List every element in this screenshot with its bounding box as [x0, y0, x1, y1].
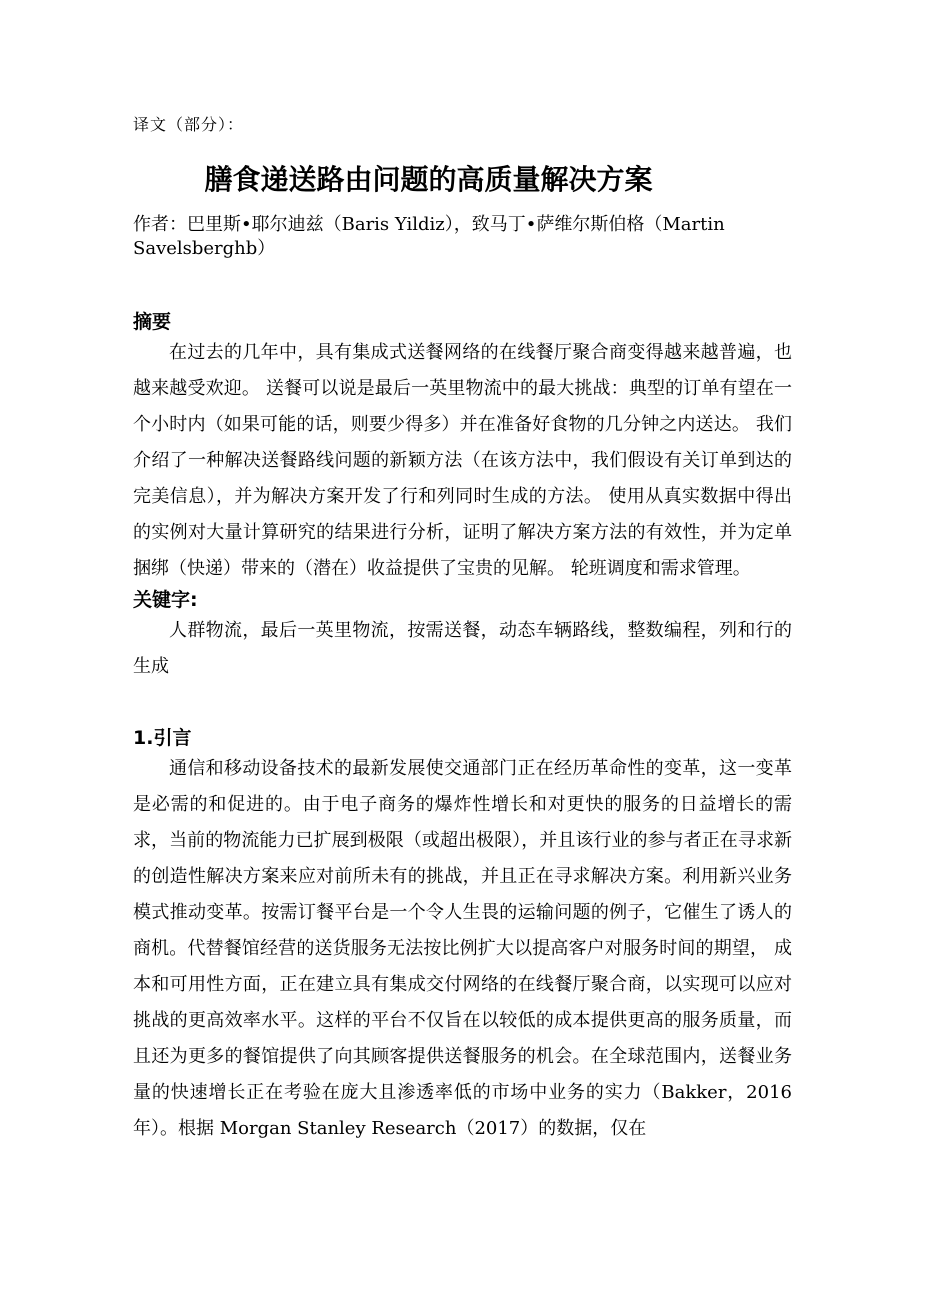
abstract-paragraph: 在过去的几年中，具有集成式送餐网络的在线餐厅聚合商变得越来越普遍，也越来越受欢迎。 送餐可以说是最后一英里物流中的最大挑战：典型的订单有望在一个小时内（如果可能的话，则要少得多）并在准备好食物的几分钟之内送达。 我们介绍了一种解决送餐路线问题的新颖方法（在该方法中，我们假设有关订单到达的完美信息），并为解决方案开发了行和列同时生成的方法。 使用从真实数据中得出的实例对大量计算研究的结果进行分析，证明了解决方案方法的有效性，并为定单捆绑（快递）带来的（潜在）收益提供了宝贵的见解。 轮班调度和需求管理。: [133, 342, 792, 579]
paper-title: 膳食递送路由问题的高质量解决方案: [204, 163, 653, 196]
keywords-heading: 关键字:: [133, 589, 198, 611]
abstract-heading: 摘要: [133, 311, 172, 333]
keywords-paragraph: 人群物流，最后一英里物流，按需送餐，动态车辆路线，整数编程，列和行的生成: [133, 620, 792, 677]
introduction-heading: 1.引言: [133, 727, 192, 749]
translation-note: 译文（部分）：: [133, 115, 245, 134]
authors-byline: 作者：巴里斯•耶尔迪兹（Baris Yildiz），致马丁•萨维尔斯伯格（Martin Savelsberghb）: [133, 214, 725, 259]
introduction-paragraph: 通信和移动设备技术的最新发展使交通部门正在经历革命性的变革，这一变革是必需的和促进的。由于电子商务的爆炸性增长和对更快的服务的日益增长的需求，当前的物流能力已扩展到极限（或超出极限），并且该行业的参与者正在寻求新的创造性解决方案来应对前所未有的挑战，并且正在寻求解决方案。利用新兴业务模式推动变革。按需订餐平台是一个令人生畏的运输问题的例子，它催生了诱人的商机。代替餐馆经营的送货服务无法按比例扩大以提高客户对服务时间的期望， 成本和可用性方面，正在建立具有集成交付网络的在线餐厅聚合商，以实现可以应对挑战的更高效率水平。这样的平台不仅旨在以较低的成本提供更高的服务质量，而且还为更多的餐馆提供了向其顾客提供送餐服务的机会。在全球范围内，送餐业务量的快速增长正在考验在庞大且渗透率低的市场中业务的实力（Bakker，2016 年）。根据 Morgan Stanley Research（2017）的数据，仅在: [133, 758, 792, 1139]
